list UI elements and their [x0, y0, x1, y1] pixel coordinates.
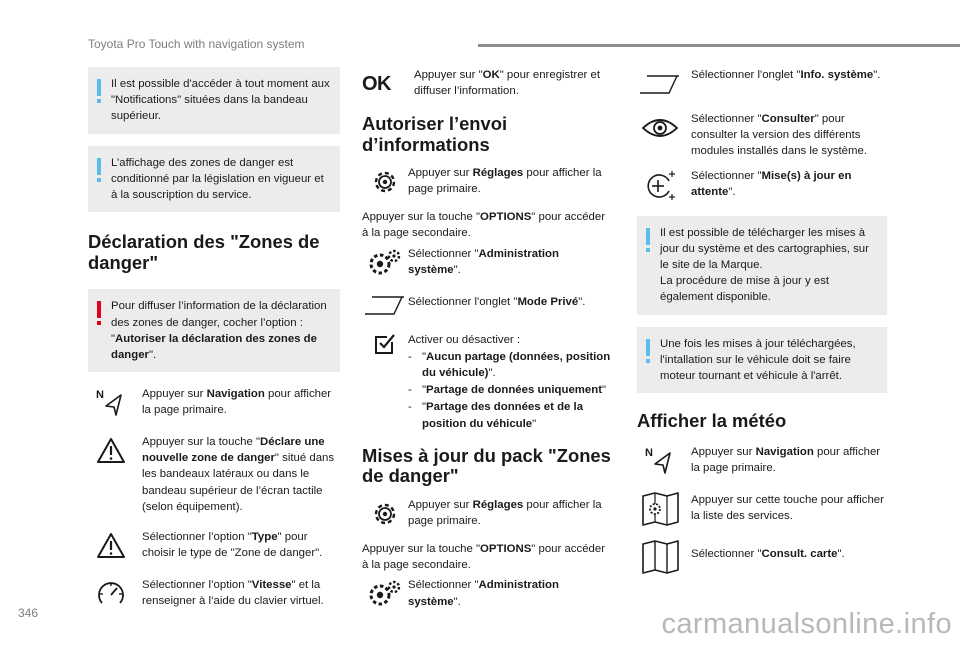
navigation-icon — [88, 386, 134, 420]
warning-triangle-icon — [88, 434, 134, 468]
header-rule — [478, 44, 960, 47]
section-heading: Déclaration des "Zones de danger" — [88, 231, 320, 273]
step-settings — [362, 497, 614, 531]
instruction-text: Appuyer sur la touche "OPTIONS" pour accéder à la page secondaire. — [362, 542, 605, 572]
map-icon — [637, 540, 683, 574]
section-heading: Afficher la météo — [637, 410, 787, 432]
navigation-icon — [637, 444, 683, 478]
step-settings — [362, 165, 614, 199]
connected-services-icon — [637, 492, 683, 526]
tab-icon — [637, 67, 683, 101]
step-navigation — [637, 444, 887, 478]
column-2 — [362, 67, 614, 611]
svg-text:N: N — [645, 446, 653, 459]
update-plus-icon — [637, 168, 683, 202]
note-text: Une fois les mises à jour téléchargées, l'intallation sur le véhicule doit se faire moteur tournant et véhicule à l'arrêt. — [660, 337, 856, 382]
step-text: Sélectionner "Consult. carte". — [691, 547, 845, 560]
step-text: Appuyer sur cette touche pour afficher la liste des services. — [691, 493, 884, 522]
column-1 — [88, 67, 340, 611]
step-toggle — [362, 332, 614, 432]
tab-icon — [362, 288, 408, 322]
info-icon — [97, 79, 101, 103]
step-text: Sélectionner "Consulter" pour consulter la version des différents modules installés dans le système. — [691, 113, 868, 158]
step-declare-zone — [88, 434, 340, 515]
step-text: Sélectionner "Administration système". — [408, 579, 559, 608]
info-icon — [646, 228, 650, 252]
step-info-system — [637, 67, 887, 101]
step-text: Appuyer sur Réglages pour afficher la page primaire. — [408, 167, 602, 196]
step-text: Sélectionner "Mise(s) à jour en attente". — [691, 169, 852, 198]
watermark: carmanualsonline.info — [661, 608, 952, 640]
warning-mark-icon — [97, 301, 101, 325]
info-note — [637, 327, 887, 394]
instruction-text: Appuyer sur la touche "OPTIONS" pour accéder à la page secondaire. — [362, 211, 605, 240]
note-text: Il est possible d'accéder à tout moment aux "Notifications" situées dans la bandeau supérieur. — [111, 78, 330, 123]
ok-icon: OK — [362, 72, 391, 95]
warning-note — [88, 289, 340, 372]
step-speed — [88, 577, 340, 611]
step-text: Sélectionner l’option "Vitesse" et la renseigner à l’aide du clavier virtuel. — [142, 579, 324, 608]
step-administration — [362, 577, 614, 611]
step-private-mode — [362, 288, 614, 322]
option-item: - "Partage de données uniquement" — [408, 384, 607, 397]
step-text: Activer ou désactiver : - "Aucun partage (données, position du véhicule)". - "Partage de données uniquement" - "Partage des données et de la position du véhicule" — [408, 332, 614, 432]
step-consult — [637, 111, 887, 160]
warning-triangle-icon — [88, 529, 134, 563]
double-gear-icon — [362, 577, 408, 611]
step-text: Appuyer sur "OK" pour enregistrer et diffuser l’information. — [414, 69, 600, 98]
step-type — [88, 529, 340, 563]
step-ok — [362, 67, 614, 101]
step-consult-map — [637, 540, 887, 574]
step-text: Appuyer sur Navigation pour afficher la page primaire. — [691, 445, 881, 474]
settings-gear-icon — [362, 497, 408, 531]
settings-gear-icon — [362, 165, 408, 199]
page-number: 346 — [18, 606, 39, 620]
checkbox-icon — [362, 332, 408, 366]
column-3 — [637, 67, 887, 574]
info-note — [637, 216, 887, 315]
note-text: Il est possible de télécharger les mises à jour du système et des cartographies, sur le site de la Marque. La procédure de mise à jour y est également disponible. — [660, 226, 869, 304]
step-pending-updates — [637, 168, 887, 202]
step-text: Sélectionner "Administration système". — [408, 247, 559, 276]
header-title: Toyota Pro Touch with navigation system — [88, 37, 305, 51]
step-navigation — [88, 386, 340, 420]
double-gear-icon — [362, 246, 408, 280]
info-note — [88, 146, 340, 213]
option-item: - "Aucun partage (données, position du véhicule)". — [408, 350, 611, 379]
step-administration — [362, 246, 614, 280]
info-icon — [646, 339, 650, 363]
step-text: Sélectionner l'onglet "Mode Privé". — [408, 295, 586, 308]
step-text: Appuyer sur la touche "Déclare une nouvelle zone de danger" situé dans les bandeaux latéraux ou dans le bandeau supérieur de l’écran tactile (selon équipement). — [142, 436, 335, 513]
step-text: Sélectionner l’option "Type" pour choisir le type de "Zone de danger". — [142, 531, 323, 560]
step-text: Sélectionner l'onglet "Info. système". — [691, 69, 881, 81]
step-text: Appuyer sur Navigation pour afficher la page primaire. — [142, 388, 332, 417]
option-item: - "Partage des données et de la position du véhicule" — [408, 401, 584, 430]
info-note — [88, 67, 340, 134]
speedometer-icon — [88, 577, 134, 611]
section-heading: Mises à jour du pack "Zones de danger" — [362, 444, 611, 487]
eye-icon — [637, 111, 683, 145]
svg-text:N: N — [96, 389, 104, 402]
step-services — [637, 492, 887, 526]
note-text: L’affichage des zones de danger est conditionné par la législation en vigueur et à la souscription du service. — [111, 156, 324, 201]
info-icon — [97, 158, 101, 182]
section-heading: Autoriser l’envoi d’informations — [362, 113, 508, 155]
note-text: Pour diffuser l’information de la déclaration des zones de danger, cocher l’option : "Autoriser la déclaration des zones de danger". — [111, 300, 327, 361]
step-text: Appuyer sur Réglages pour afficher la page primaire. — [408, 498, 602, 528]
